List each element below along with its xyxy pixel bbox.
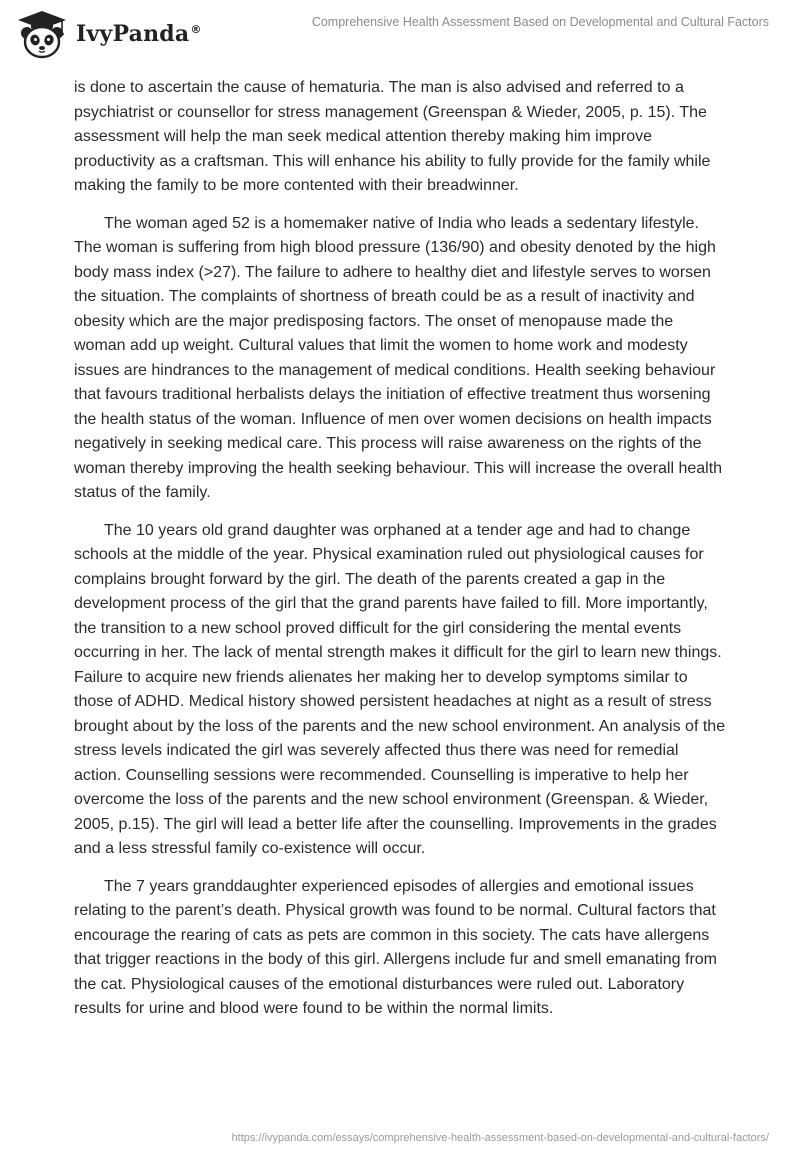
ivypanda-logo[interactable] bbox=[14, 9, 202, 59]
paragraph-2: The woman aged 52 is a homemaker native of India who leads a sedentary lifestyle. The woman is suffering from high blood pressure (136/90) and obesity denoted by the high body mass index (>27). The failure to adhere to healthy diet and lifestyle serves to worsen the situation. The complaints of shortness of breath could be as a result of inactivity and obesity which are the major predisposing factors. The onset of menopause made the woman add up weight. Cultural values that limit the women to home work and modesty issues are hindrances to the management of medical conditions. Health seeking behaviour that favours traditional herbalists delays the initiation of effective treatment thus worsening the health status of the woman. Influence of men over women decisions on health impacts negatively in seeking medical care. This process will raise awareness on the rights of the woman thereby improving the health seeking behaviour. This will increase the overall health status of the family. bbox=[74, 214, 723, 501]
brand-name: IvyPanda® bbox=[76, 21, 202, 47]
panda-graduation-cap-icon bbox=[14, 9, 70, 59]
paragraph-1: is done to ascertain the cause of hematuria. The man is also advised and referred to a psychiatrist or counsellor for stress management (Greenspan & Wieder, 2005, p. 15). The assessment will help the man seek medical attention thereby making him improve productivity as a craftsman. This will enhance his ability to fully provide for the family while making the family to be more contented with their breadwinner. bbox=[74, 79, 711, 194]
page-header bbox=[0, 0, 800, 64]
registered-mark: ® bbox=[190, 22, 202, 36]
paragraph-4: The 7 years granddaughter experienced episodes of allergies and emotional issues relating to the parent’s death. Physical growth was found to be normal. Cultural factors that encourage the rearing of cats as pets are common in this society. The cats have allergens that trigger reactions in the body of this girl. Allergens include fur and smell emanating from the cat. Physiological causes of the emotional disturbances were ruled out. Laboratory results for urine and blood were found to be within the normal limits. bbox=[74, 877, 717, 1017]
paragraph-3: The 10 years old grand daughter was orphaned at a tender age and had to change schools at the middle of the year. Physical examination ruled out physiological causes for complains brought forward by the girl. The death of the parents created a gap in the development process of the girl that the grand parents have failed to fill. More importantly, the transition to a new school proved difficult for the girl considering the mental events occurring in her. The lack of mental strength makes it difficult for the girl to learn new things. Failure to acquire new friends alienates her making her to develop symptoms similar to those of ADHD. Medical history showed persistent headaches at night as a result of stress brought about by the loss of the parents and the new school environment. An analysis of the stress levels indicated the girl was severely affected thus there was need for remedial action. Counselling sessions were recommended. Counselling is imperative to help her overcome the loss of the parents and the new school environment (Greenspan. & Wieder, 2005, p.15). The girl will lead a better life after the counselling. Improvements in the grades and a less stressful family co-existence will occur. bbox=[74, 521, 726, 857]
essay-body bbox=[74, 76, 728, 1035]
source-url[interactable]: https://ivypanda.com/essays/comprehensive-health-assessment-based-on-developmental-and-cultural-factors/ bbox=[231, 1132, 769, 1144]
document-title: Comprehensive Health Assessment Based on Developmental and Cultural Factors bbox=[311, 15, 769, 29]
